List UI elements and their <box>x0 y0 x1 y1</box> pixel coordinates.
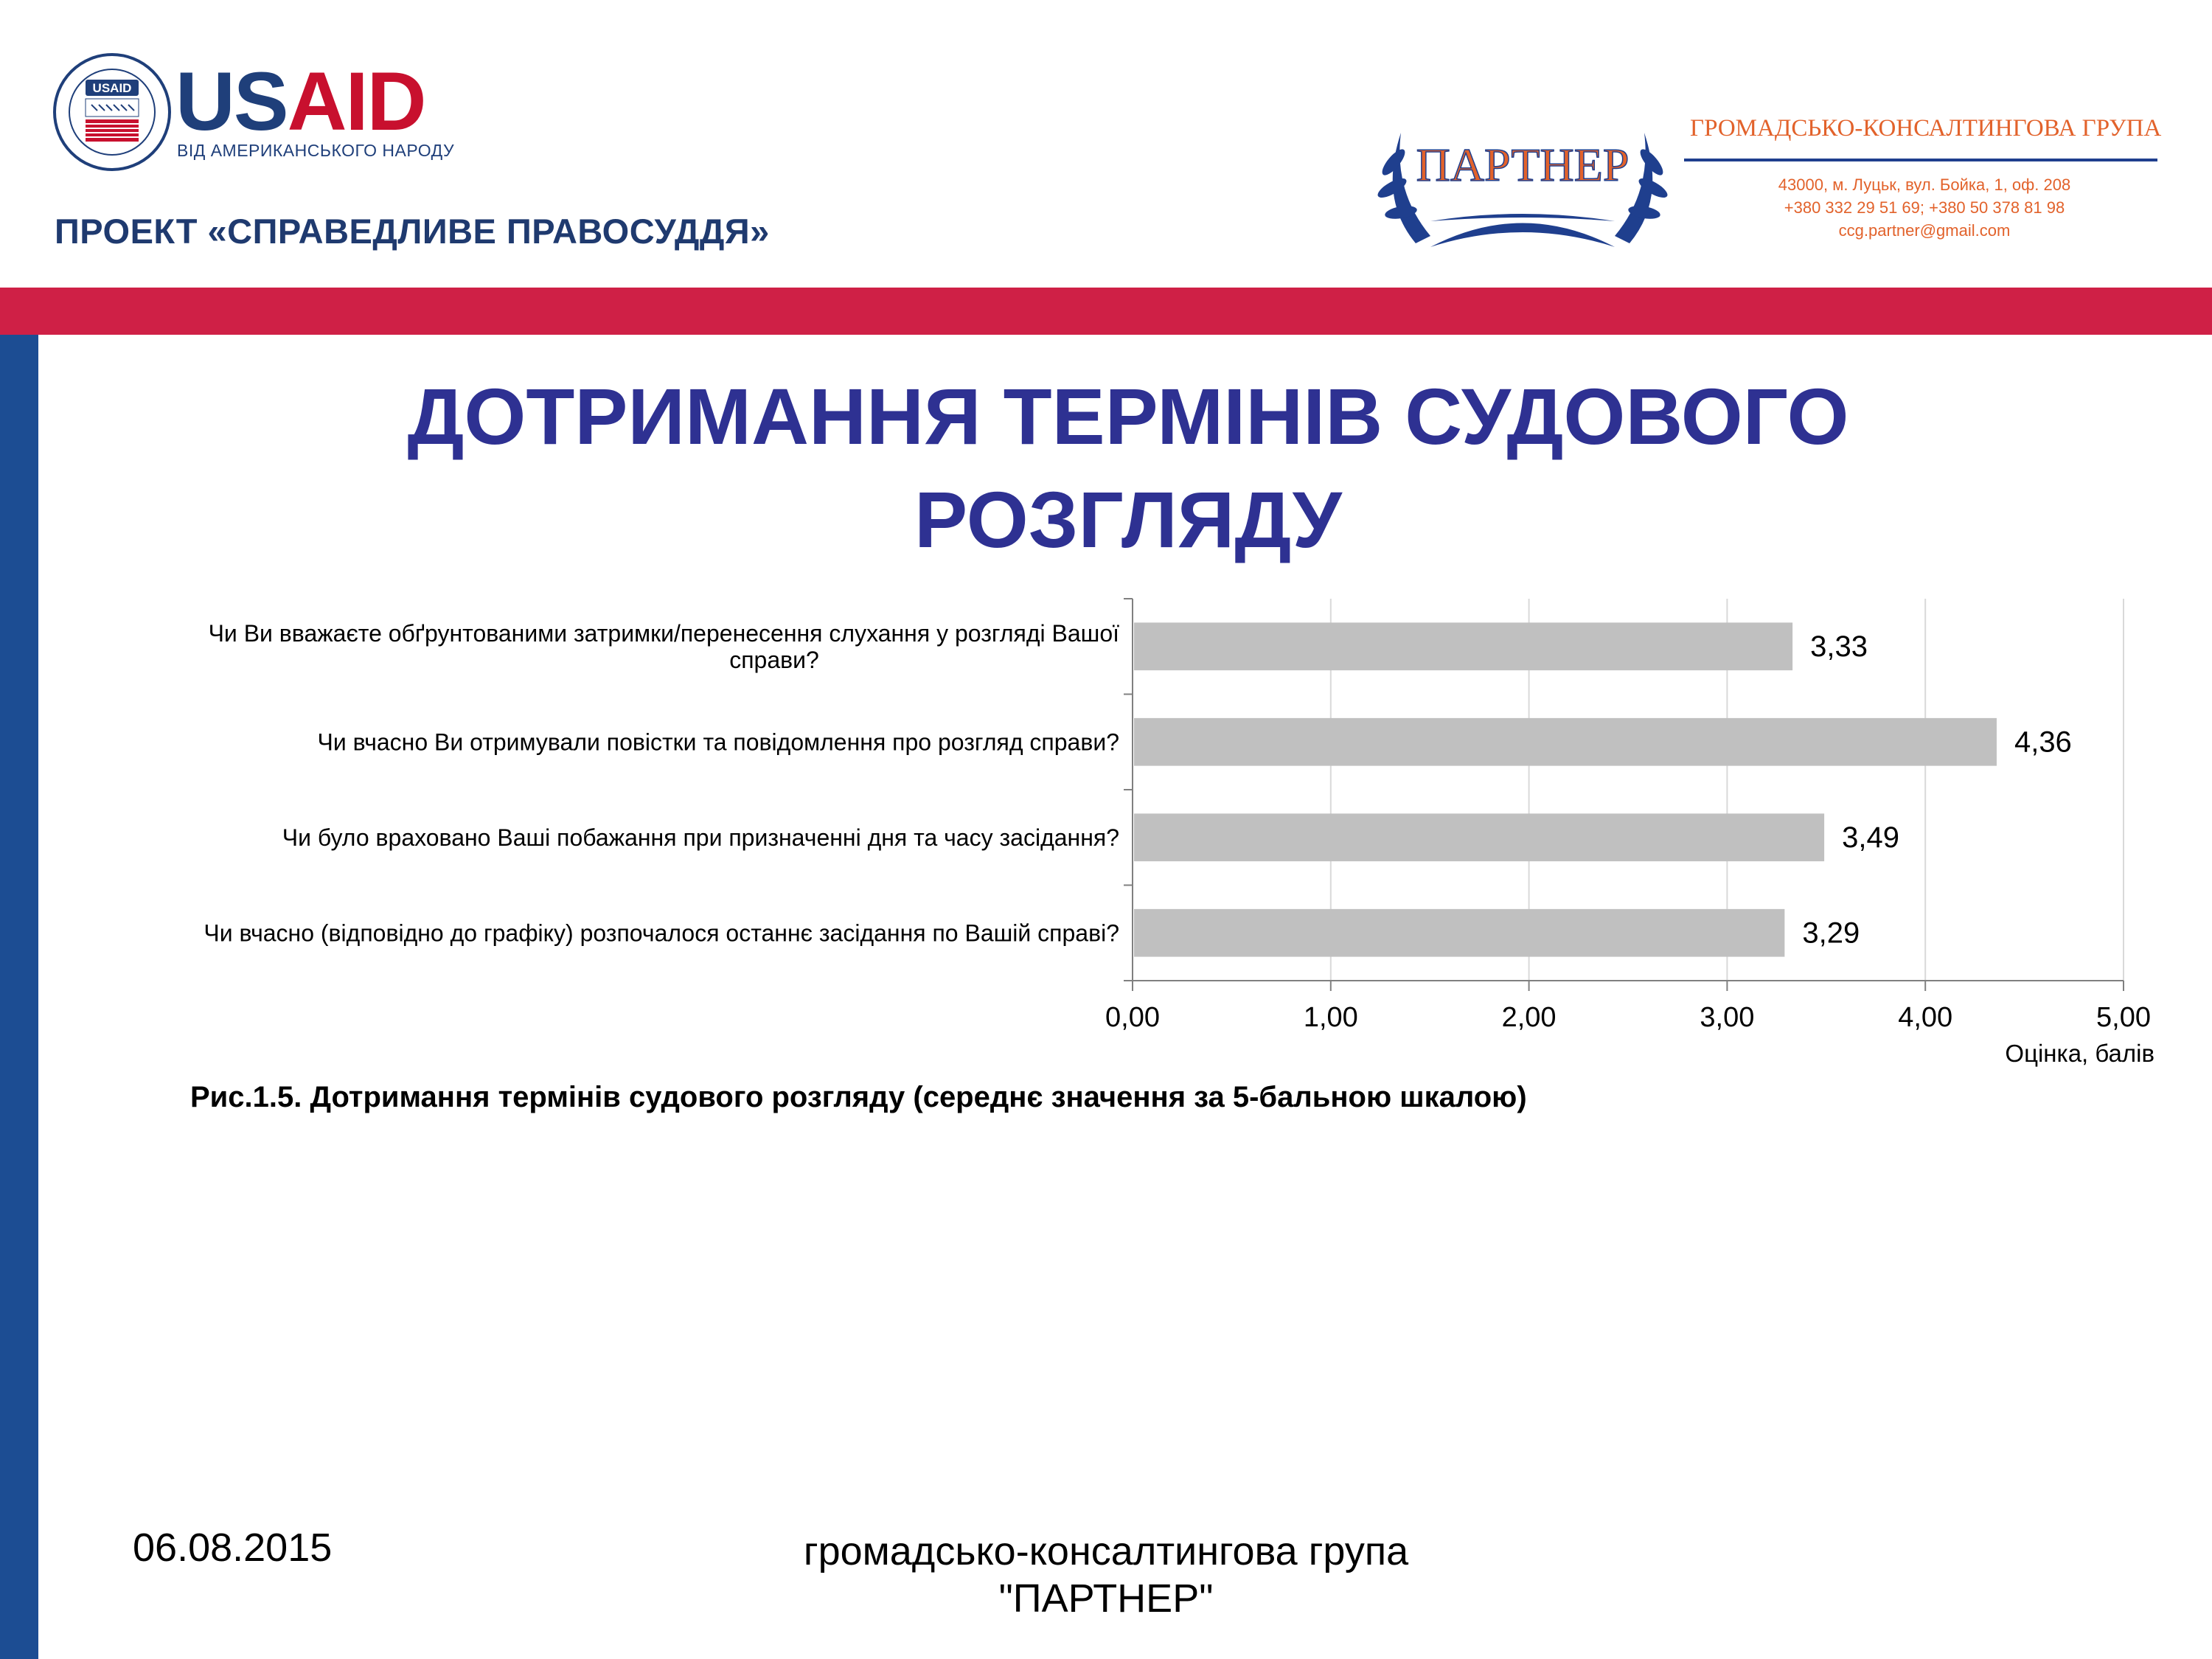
footer-org-line2: "ПАРТНЕР" <box>998 1576 1214 1621</box>
category-label: Чи вчасно Ви отримували повістки та повідомлення про розгляд справи? <box>317 728 1119 756</box>
x-tick-label: 2,00 <box>1501 1002 1557 1033</box>
footer-date: 06.08.2015 <box>133 1526 333 1570</box>
bar-chart <box>0 560 2212 1121</box>
data-label: 3,49 <box>1842 821 1899 854</box>
slide-title-line1: ДОТРИМАННЯ ТЕРМІНІВ СУДОВОГО <box>407 372 1849 461</box>
x-tick-label: 4,00 <box>1898 1002 1953 1033</box>
x-tick-label: 1,00 <box>1303 1002 1358 1033</box>
usaid-wordmark-us: US <box>175 55 288 147</box>
category-label: Чи було враховано Ваші побажання при призначенні дня та часу засідання? <box>282 824 1119 851</box>
partner-address: 43000, м. Луцьк, вул. Бойка, 1, оф. 208 <box>1778 175 2071 194</box>
header-red-band <box>0 288 2212 335</box>
bar <box>1134 813 1824 861</box>
x-tick-label: 5,00 <box>2096 1002 2151 1033</box>
category-label: справи? <box>729 646 819 673</box>
partner-org-name: ГРОМАДСЬКО-КОНСАЛТИНГОВА ГРУПА <box>1690 115 2162 142</box>
bar <box>1134 622 1792 670</box>
x-axis-title: Оцінка, балів <box>2005 1040 2154 1067</box>
data-label: 4,36 <box>2014 726 2072 759</box>
category-label: Чи вчасно (відповідно до графіку) розпочалося останнє засідання по Вашій справі? <box>204 919 1119 947</box>
usaid-seal-label: USAID <box>92 81 132 95</box>
category-label: Чи Ви вважаєте обґрунтованими затримки/перенесення слухання у розгляді Вашої <box>208 619 1119 647</box>
slide-title <box>111 365 2146 571</box>
partner-email: ccg.partner@gmail.com <box>1838 221 2011 240</box>
x-tick-label: 0,00 <box>1105 1002 1160 1033</box>
figure-caption: Рис.1.5. Дотримання термінів судового розгляду (середнє значення за 5-бальною шкалою) <box>190 1081 1527 1113</box>
bar <box>1134 909 1784 957</box>
partner-phones: +380 332 29 51 69; +380 50 378 81 98 <box>1784 198 2065 217</box>
usaid-tagline: ВІД АМЕРИКАНСЬКОГО НАРОДУ <box>177 141 455 160</box>
usaid-wordmark <box>175 55 425 147</box>
slide-title-line2: РОЗГЛЯДУ <box>914 475 1342 564</box>
usaid-wordmark-aid: AID <box>287 55 425 147</box>
bar <box>1134 718 1997 766</box>
partner-divider <box>1684 159 2157 161</box>
data-label: 3,29 <box>1802 917 1860 950</box>
footer-org-line1: громадсько-консалтингова група <box>803 1529 1409 1573</box>
partner-logo-text: ПАРТНЕР <box>1416 139 1630 191</box>
data-label: 3,33 <box>1810 630 1868 663</box>
footer-org <box>664 1528 1548 1622</box>
x-tick-label: 3,00 <box>1700 1002 1755 1033</box>
partner-logo <box>1371 118 1674 258</box>
project-name: ПРОЕКТ «СПРАВЕДЛИВЕ ПРАВОСУДДЯ» <box>55 212 770 251</box>
